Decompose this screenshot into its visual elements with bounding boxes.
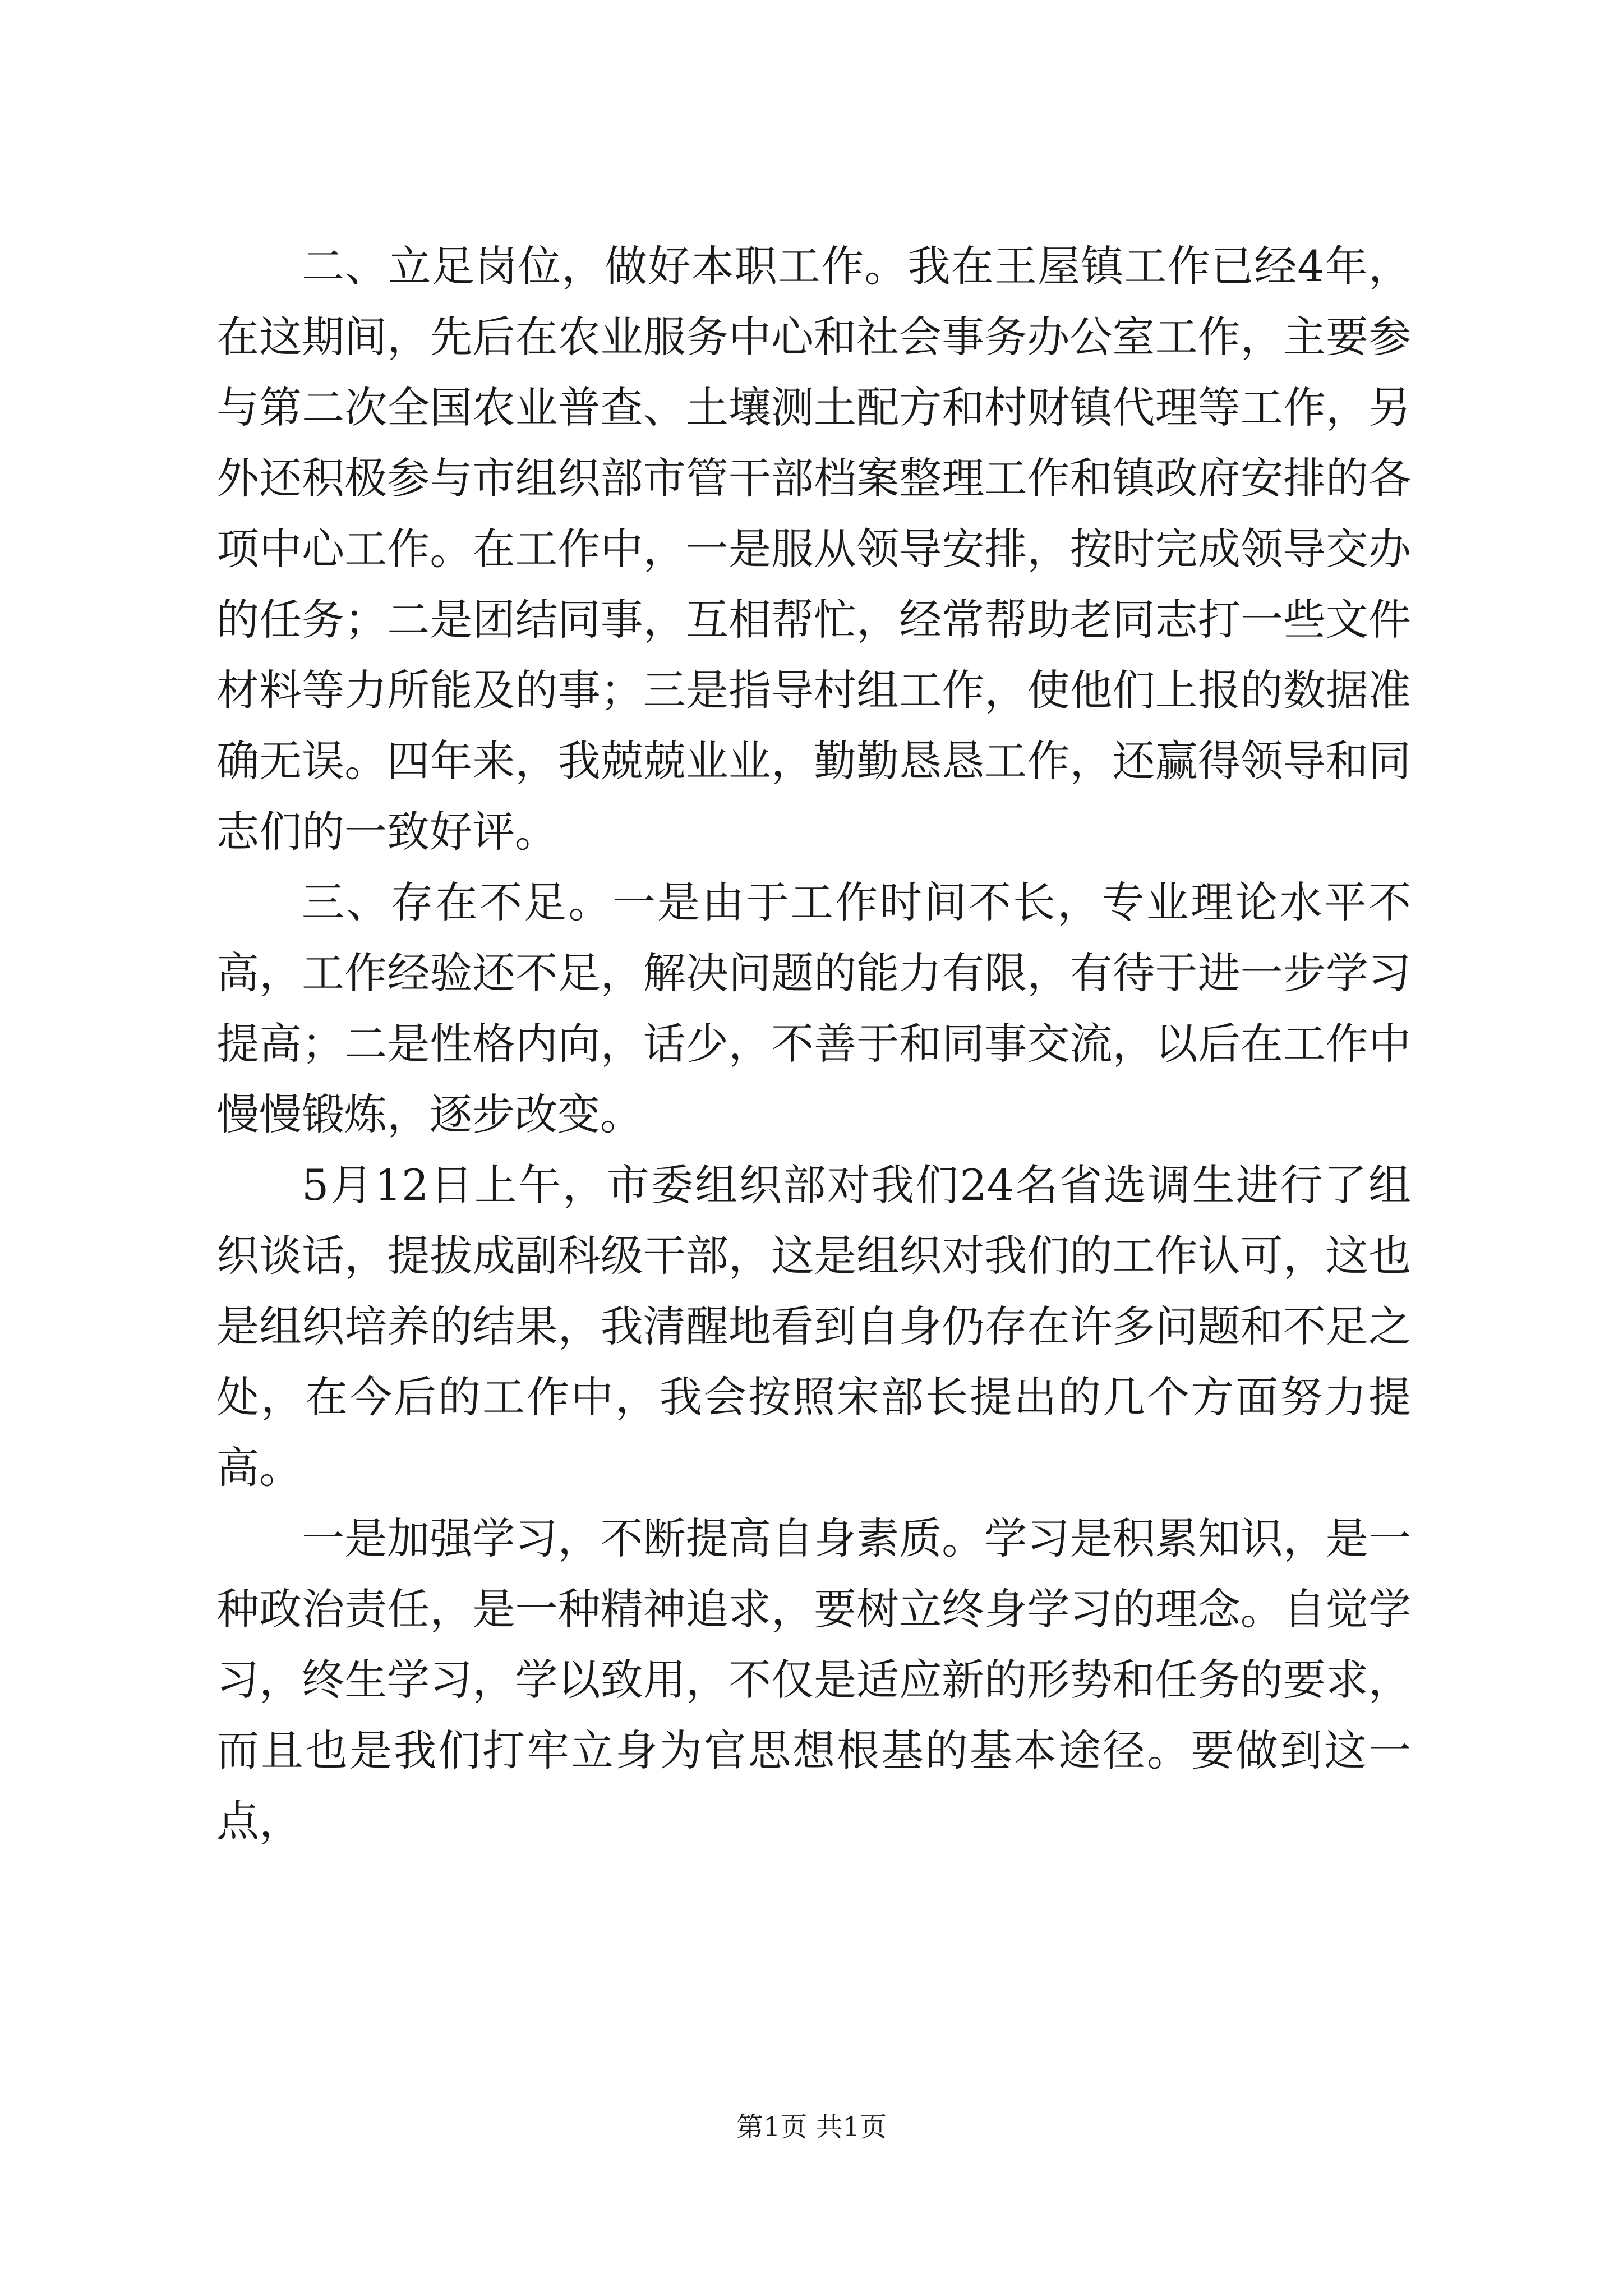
paragraph-duties: 二、立足岗位，做好本职工作。我在王屋镇工作已经4年，在这期间，先后在农业服务中心和社会事务办公室工作，主要参与第二次全国农业普查、土壤测土配方和村财镇代理等工作，另外还积极参与市组织部市管干部档案整理工作和镇政府安排的各项中心工作。在工作中，一是服从领导安排，按时完成领导交办的任务；二是团结同事，互相帮忙，经常帮助老同志打一些文件材料等力所能及的事；三是指导村组工作，使他们上报的数据准确无误。四年来，我兢兢业业，勤勤恳恳工作，还赢得领导和同志们的一致好评。 [216, 241, 1411, 857]
page-footer: 第1页 共1页 [736, 2111, 887, 2143]
paragraph-study: 一是加强学习，不断提高自身素质。学习是积累知识，是一种政治责任，是一种精神追求，要树立终身学习的理念。自觉学习，终生学习，学以致用，不仅是适应新的形势和任务的要求，而且也是我们打牢立身为官思想根基的基本途径。要做到这一点， [216, 1513, 1411, 1846]
document-body [216, 231, 1411, 1857]
paragraph-promotion: 5月12日上午，市委组织部对我们24名省选调生进行了组织谈话，提拔成副科级干部，这是组织对我们的工作认可，这也是组织培养的结果，我清醒地看到自身仍存在许多问题和不足之处，在今后的工作中，我会按照宋部长提出的几个方面努力提高。 [216, 1160, 1411, 1493]
paragraph-shortcomings: 三、存在不足。一是由于工作时间不长，专业理论水平不高，工作经验还不足，解决问题的能力有限，有待于进一步学习提高；二是性格内向，话少，不善于和同事交流，以后在工作中慢慢锻炼，逐步改变。 [216, 877, 1411, 1139]
